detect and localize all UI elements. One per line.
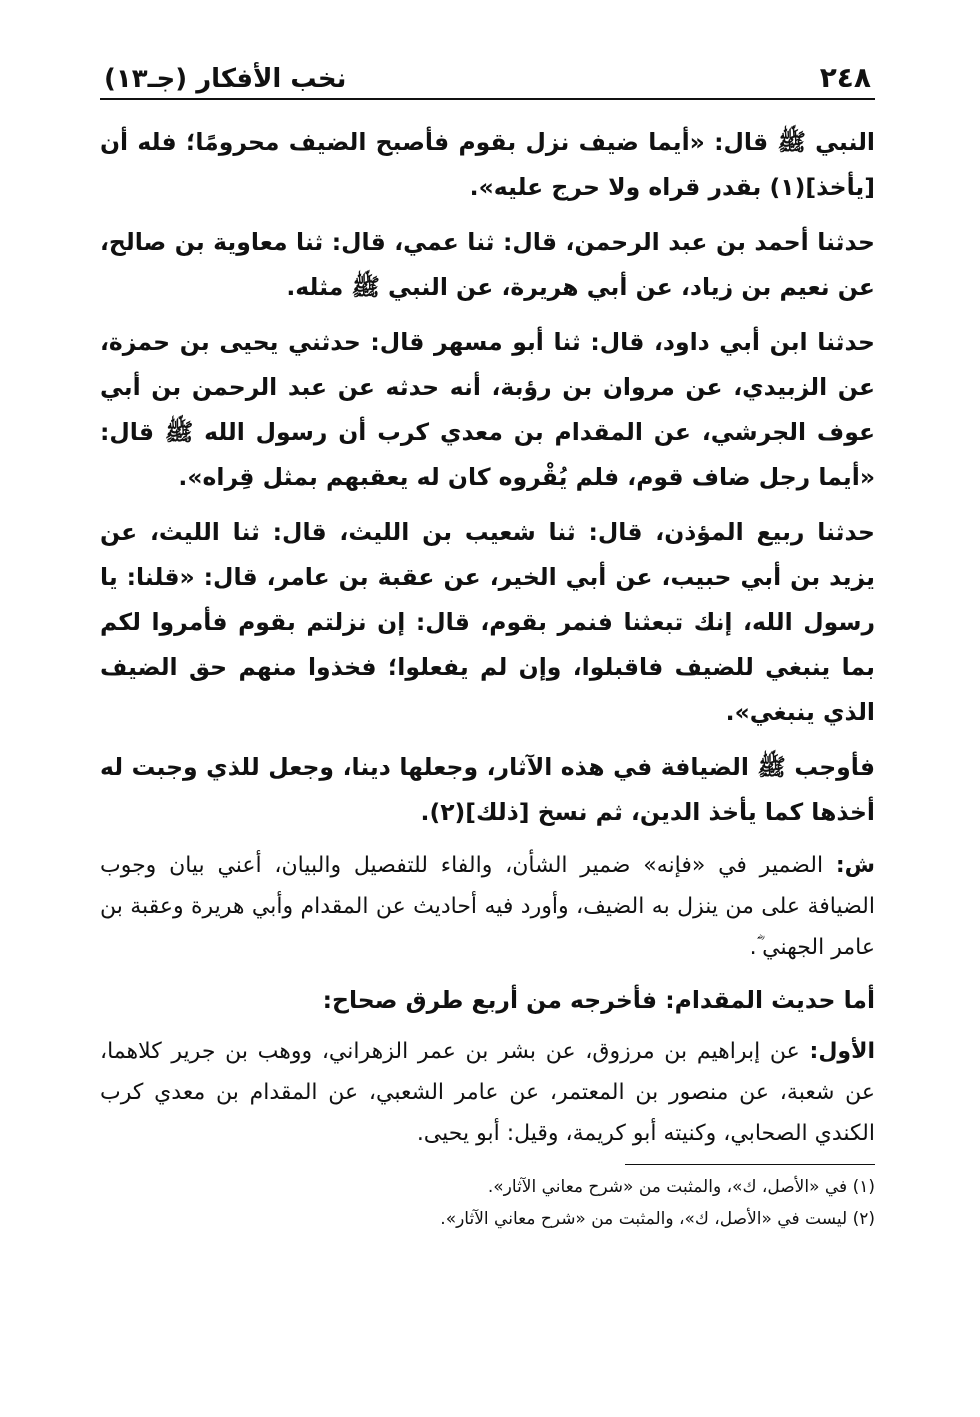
hadith-paragraph: حدثنا ربيع المؤذن، قال: ثنا شعيب بن الليث، قال: ثنا الليث، عن يزيد بن أبي حبيب، عن أبي الخير، عن عقبة بن عامر، قال: «قلنا: يا رسول الله، إنك تبعثنا فنمر بقوم، قال: إن نزلتم بقوم فأمروا لكم بما ينبغي للضيف فاقبلوا، وإن لم يفعلوا؛ فخذوا منهم حق الضيف الذي ينبغي».: [100, 518, 875, 726]
main-text: [100, 120, 875, 1154]
footnote-2: (٢) ليست في «الأصل، ك»، والمثبت من «شرح معاني الآثار».: [440, 1209, 875, 1229]
page-header: [100, 50, 875, 100]
footnotes: [100, 1171, 875, 1235]
route-text: عن إبراهيم بن مرزوق، عن بشر بن عمر الزهراني، ووهب بن جرير كلاهما، عن شعبة، عن منصور بن المعتمر، عن عامر الشعبي، عن المقدام بن معدي كرب الكندي الصحابي، وكنيته أبو كريمة، وقيل: أبو يحيى.: [100, 1039, 875, 1146]
running-title: نخب الأفكار (جـ١٣): [104, 64, 347, 94]
footnote-1: (١) في «الأصل، ك»، والمثبت من «شرح معاني الآثار».: [487, 1177, 875, 1197]
commentary-text: الضمير في «فإنه» ضمير الشأن، والفاء للتفصيل والبيان، أعني بيان وجوب الضيافة على من ينزل به الضيف، وأورد فيه أحاديث عن المقدام وأبي هريرة وعقبة بن عامر الجهني ؓ.: [100, 853, 875, 960]
hadith-paragraph: فأوجب ﷺ الضيافة في هذه الآثار، وجعلها دينا، وجعل للذي وجبت له أخذها كما يأخذ الدين، ثم نسخ [ذلك](٢).: [100, 753, 875, 826]
hadith-paragraph: النبي ﷺ قال: «أيما ضيف نزل بقوم فأصبح الضيف محرومًا؛ فله أن [يأخذ](١) بقدر قراه ولا حرج عليه».: [100, 128, 875, 201]
hadith-paragraph: حدثنا ابن أبي داود، قال: ثنا أبو مسهر قال: حدثني يحيى بن حمزة، عن الزبيدي، عن مروان بن رؤبة، أنه حدثه عن عبد الرحمن بن أبي عوف الجرشي، عن المقدام بن معدي كرب أن رسول الله ﷺ قال: «أيما رجل ضاف قوم، فلم يُقْروه كان له يعقبهم بمثل قِراه».: [100, 328, 875, 491]
page-number: ٢٤٨: [819, 61, 871, 94]
hadith-paragraph: حدثنا أحمد بن عبد الرحمن، قال: ثنا عمي، قال: ثنا معاوية بن صالح، عن نعيم بن زياد، عن أبي هريرة، عن النبي ﷺ مثله.: [100, 228, 875, 301]
section-heading: أما حديث المقدام: فأخرجه من أربع طرق صحاح:: [322, 986, 875, 1014]
route-paragraph: [100, 1031, 875, 1154]
commentary-lead: ش:: [835, 853, 875, 878]
book-page: [100, 50, 875, 1235]
footnote-divider: [625, 1164, 875, 1165]
route-lead: الأول:: [809, 1039, 875, 1064]
commentary-paragraph: [100, 845, 875, 968]
